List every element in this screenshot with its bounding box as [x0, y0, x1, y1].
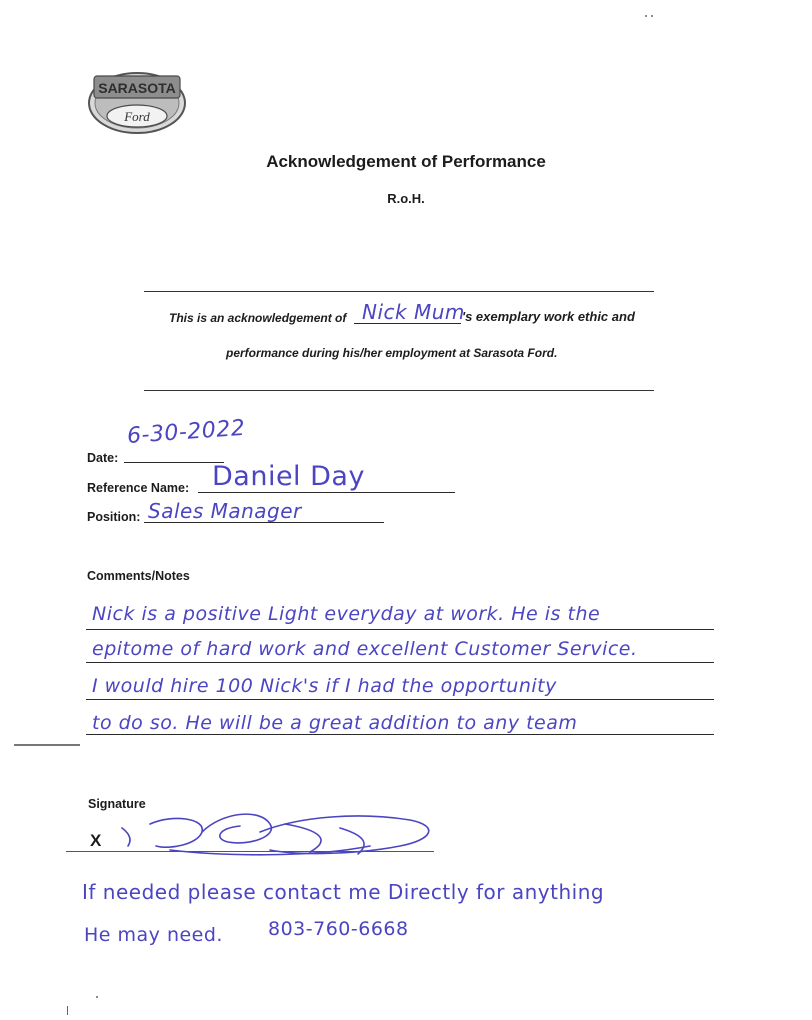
scan-speck — [645, 15, 647, 17]
logo-top-text: SARASOTA — [98, 80, 176, 96]
scan-speck — [96, 996, 98, 998]
handwritten-signature — [110, 806, 445, 866]
scan-speck — [67, 1006, 68, 1015]
scan-speck — [651, 15, 653, 17]
employee-name: Nick Mum — [362, 300, 465, 324]
comment-line-2 — [86, 662, 714, 663]
comment-text-1: Nick is a positive Light everyday at work. He is the — [92, 603, 601, 625]
reference-name-value: Daniel Day — [212, 461, 365, 492]
comment-text-4: to do so. He will be a great addition to any team — [92, 712, 578, 734]
comment-line-3 — [86, 699, 714, 700]
date-line — [124, 462, 224, 463]
document-title: Acknowledgement of Performance — [266, 152, 546, 171]
intro-prefix: This is an acknowledgement of — [169, 311, 347, 325]
footer-note-phone: 803-760-6668 — [268, 918, 409, 940]
intro-suffix: 's exemplary work ethic and — [462, 309, 635, 324]
reference-name-line — [198, 492, 455, 493]
divider-bottom — [144, 390, 654, 391]
logo-bottom-text: Ford — [124, 109, 150, 124]
signature-x: X — [90, 831, 102, 850]
date-label: Date: — [87, 451, 119, 465]
comment-line-1 — [86, 629, 714, 630]
position-value: Sales Manager — [148, 499, 302, 523]
signature-label: Signature — [88, 797, 146, 811]
footer-note-line-2-text: He may need. — [84, 924, 223, 946]
divider-top — [144, 291, 654, 292]
comment-text-3: I would hire 100 Nick's if I had the opportunity — [92, 675, 557, 697]
position-label: Position: — [87, 510, 141, 524]
comment-text-2: epitome of hard work and excellent Customer Service. — [92, 638, 638, 660]
intro-line-2: performance during his/her employment at Sarasota Ford. — [226, 346, 558, 360]
document-subtitle: R.o.H. — [387, 191, 425, 206]
footer-note-line-1: If needed please contact me Directly for anything — [82, 880, 605, 904]
scan-mark — [14, 744, 80, 746]
sarasota-ford-logo — [86, 70, 188, 136]
comments-label: Comments/Notes — [87, 569, 190, 583]
date-value: 6-30-2022 — [126, 415, 247, 449]
comment-line-4 — [86, 734, 714, 735]
reference-name-label: Reference Name: — [87, 481, 190, 495]
